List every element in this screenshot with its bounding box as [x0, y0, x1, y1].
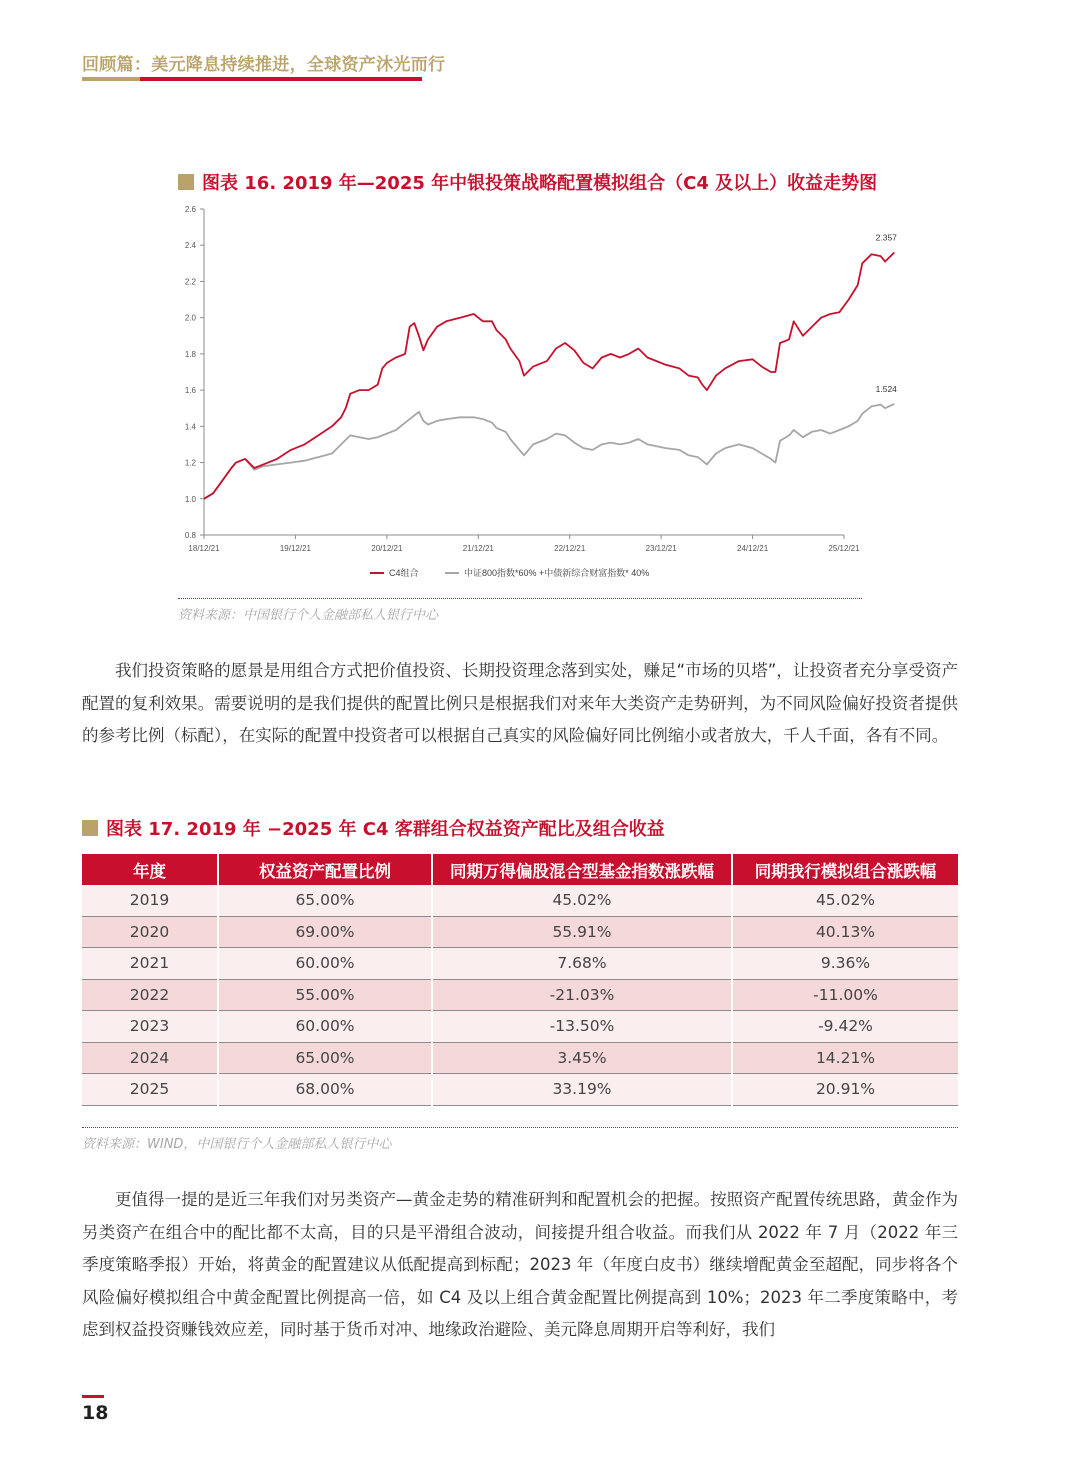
y-tick-label: 1.2 — [184, 458, 196, 468]
series-end-label: 1.524 — [875, 383, 897, 394]
paragraph-1-text: 我们投资策略的愿景是用组合方式把价值投资、长期投资理念落到实处，赚足“市场的贝塔”，让投资者充分享受资产配置的复利效果。需要说明的是我们提供的配置比例只是根据我们对来年大类资产走势研判，为不同风险偏好投资者提供的参考比例（标配），在实际的配置中投资者可以根据自己真实的风险偏好同比例缩小或者放大，千人千面，各有不同。 — [82, 661, 958, 745]
cell-equity-ratio: 68.00% — [218, 1074, 432, 1106]
x-tick-label: 19/12/21 — [279, 544, 311, 553]
x-tick-label: 18/12/21 — [188, 544, 220, 553]
col-header-year: 年度 — [82, 854, 218, 885]
legend-label: C4组合 — [389, 568, 419, 578]
y-tick-label: 1.0 — [184, 494, 196, 504]
figure16-source: 资料来源：中国银行个人金融部私人银行中心 — [178, 608, 439, 623]
cell-year: 2025 — [82, 1074, 218, 1106]
cell-equity-ratio: 60.00% — [218, 948, 432, 980]
table-row — [82, 885, 958, 916]
table-row — [82, 916, 958, 948]
y-tick-label: 0.8 — [184, 531, 196, 540]
figure16-title — [178, 169, 877, 195]
y-tick-label: 2.2 — [184, 277, 196, 287]
cell-year: 2021 — [82, 948, 218, 980]
cell-portfolio: 14.21% — [732, 1042, 958, 1074]
paragraph-2-text: 更值得一提的是近三年我们对另类资产—黄金走势的精准研判和配置机会的把握。按照资产配置传统思路，黄金作为另类资产在组合中的配比都不太高，目的只是平滑组合波动，间接提升组合收益。而我们从 2022 年 7 月（2022 年三季度策略季报）开始，将黄金的配置建议从低配提高到标配；2023 年（年度白皮书）继续增配黄金至超配，同步将各个风险偏好模拟组合中黄金配置比例提高一倍，如 C4 及以上组合黄金配置比例提高到 10%；2023 年二季度策略中，考虑到权益投资赚钱效应差，同时基于货币对冲、地缘政治避险、美元降息周期开启等利好，我们 — [82, 1190, 958, 1339]
x-tick-label: 22/12/21 — [554, 544, 586, 553]
y-tick-label: 1.8 — [184, 349, 196, 359]
x-tick-label: 25/12/21 — [828, 544, 860, 553]
cell-portfolio: 20.91% — [732, 1074, 958, 1106]
title-marker-icon — [82, 820, 98, 836]
page-number: 18 — [82, 1402, 109, 1424]
cell-fund-index: 33.19% — [432, 1074, 732, 1106]
figure17-divider — [82, 1127, 958, 1128]
cell-year: 2019 — [82, 885, 218, 916]
cell-portfolio: -11.00% — [732, 979, 958, 1011]
figure16-line-chart — [170, 198, 897, 590]
legend-label: 中证800指数*60% +中债新综合财富指数* 40% — [464, 568, 650, 578]
header-rule — [82, 77, 422, 81]
cell-portfolio: 45.02% — [732, 885, 958, 916]
cell-equity-ratio: 65.00% — [218, 885, 432, 916]
series-end-label: 2.357 — [875, 232, 897, 243]
allocation-table — [82, 854, 958, 1106]
x-tick-label: 21/12/21 — [462, 544, 494, 553]
cell-portfolio: 40.13% — [732, 916, 958, 948]
cell-equity-ratio: 60.00% — [218, 1011, 432, 1043]
col-header-fund-index: 同期万得偏股混合型基金指数涨跌幅 — [432, 854, 732, 885]
y-tick-label: 2.4 — [184, 241, 196, 251]
col-header-portfolio: 同期我行模拟组合涨跌幅 — [732, 854, 958, 885]
cell-fund-index: -21.03% — [432, 979, 732, 1011]
series-line — [204, 253, 894, 499]
cell-portfolio: -9.42% — [732, 1011, 958, 1043]
figure16-title-text: 图表 16. 2019 年—2025 年中银投策战略配置模拟组合（C4 及以上）收益走势图 — [202, 173, 878, 194]
cell-equity-ratio: 69.00% — [218, 916, 432, 948]
y-tick-label: 2.0 — [184, 313, 196, 323]
cell-year: 2020 — [82, 916, 218, 948]
figure17-title-text: 图表 17. 2019 年 −2025 年 C4 客群组合权益资产配比及组合收益 — [106, 819, 665, 840]
cell-fund-index: 7.68% — [432, 948, 732, 980]
figure16-divider — [178, 598, 862, 599]
section-header-title: 回顾篇：美元降息持续推进，全球资产沐光而行 — [82, 55, 446, 75]
cell-year: 2024 — [82, 1042, 218, 1074]
figure17-source: 资料来源：WIND，中国银行个人金融部私人银行中心 — [82, 1137, 392, 1152]
title-marker-icon — [178, 174, 194, 190]
cell-year: 2022 — [82, 979, 218, 1011]
table-row — [82, 979, 958, 1011]
series-line — [204, 404, 894, 499]
table-row — [82, 1011, 958, 1043]
page-number-mark — [82, 1395, 104, 1398]
cell-fund-index: 3.45% — [432, 1042, 732, 1074]
cell-fund-index: -13.50% — [432, 1011, 732, 1043]
table-row — [82, 1074, 958, 1106]
cell-portfolio: 9.36% — [732, 948, 958, 980]
y-tick-label: 1.6 — [184, 386, 196, 396]
cell-fund-index: 55.91% — [432, 916, 732, 948]
y-tick-label: 1.4 — [184, 422, 196, 432]
cell-equity-ratio: 65.00% — [218, 1042, 432, 1074]
col-header-equity-ratio: 权益资产配置比例 — [218, 854, 432, 885]
table-row — [82, 948, 958, 980]
paragraph-1 — [82, 655, 958, 753]
paragraph-2 — [82, 1184, 958, 1347]
x-tick-label: 20/12/21 — [371, 544, 403, 553]
cell-year: 2023 — [82, 1011, 218, 1043]
cell-fund-index: 45.02% — [432, 885, 732, 916]
x-tick-label: 23/12/21 — [645, 544, 677, 553]
cell-equity-ratio: 55.00% — [218, 979, 432, 1011]
table-header-row — [82, 854, 958, 885]
x-tick-label: 24/12/21 — [737, 544, 769, 553]
table-row — [82, 1042, 958, 1074]
y-tick-label: 2.6 — [184, 205, 196, 214]
figure17-title — [82, 815, 665, 841]
